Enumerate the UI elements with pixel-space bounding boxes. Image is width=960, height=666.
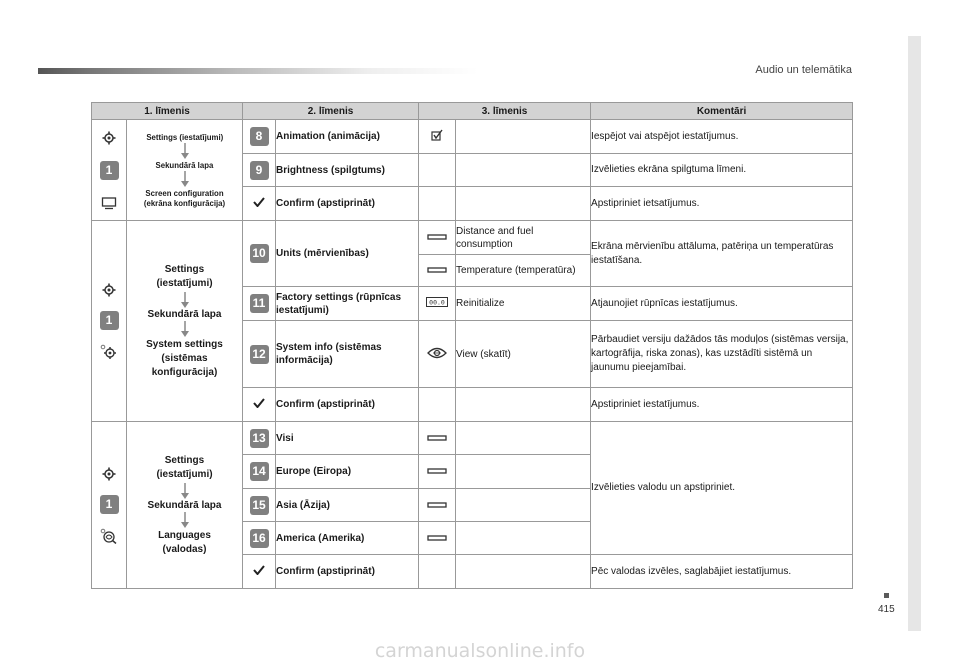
level1-navigation [127, 221, 243, 422]
column-header: Komentāri [591, 103, 853, 120]
level3-option: View (skatīt) [456, 321, 591, 388]
level3-option [456, 120, 591, 154]
level3-option [456, 187, 591, 221]
comment-cell: Pēc valodas izvēles, saglabājiet iestatījumus. [591, 555, 853, 589]
level1-icons [92, 120, 127, 221]
level3-icon-cell [419, 422, 456, 455]
step-number-cell [243, 287, 276, 321]
level3-icon-cell [419, 489, 456, 522]
comment-cell: Apstipriniet ietsatījumus. [591, 187, 853, 221]
column-header: 1. līmenis [92, 103, 243, 120]
list-option-icon [427, 435, 447, 441]
list-option-icon [427, 234, 447, 240]
header-gradient-bar [38, 68, 478, 74]
level3-option [456, 455, 591, 489]
menu-settings-label: Settings (iestatījumi) [156, 454, 213, 480]
option-name: Asia (Āzija) [276, 489, 419, 522]
table-row [92, 221, 853, 255]
comment-cell: Atjaunojiet rūpnīcas iestatījumus. [591, 287, 853, 321]
table-header-row [92, 103, 853, 120]
level1-icons [92, 221, 127, 422]
table-row [92, 422, 853, 455]
language-icon [100, 528, 118, 544]
svg-text:00.0: 00.0 [429, 298, 445, 307]
option-name: Confirm (apstiprināt) [276, 555, 419, 589]
option-name: Units (mērvienības) [276, 221, 419, 287]
step-number-cell [243, 455, 276, 489]
column-header: 2. līmenis [243, 103, 419, 120]
step-number-cell [243, 120, 276, 154]
step-badge: 1 [100, 161, 119, 180]
system-settings-icon [100, 344, 118, 360]
level3-option [456, 555, 591, 589]
option-name: Europe (Eiropa) [276, 455, 419, 489]
step-number-cell [243, 422, 276, 455]
reset-icon [426, 297, 448, 307]
arrow-down-icon [181, 292, 189, 308]
list-option-icon [427, 535, 447, 541]
list-option-icon [427, 502, 447, 508]
check-cell [243, 187, 276, 221]
step-badge: 10 [250, 244, 269, 263]
arrow-down-icon [181, 483, 189, 499]
level3-option: Distance and fuel consumption [456, 221, 591, 255]
gear-icon [102, 131, 116, 145]
menu-system-settings-label: System settings (sistēmas konfigurācija) [146, 338, 223, 378]
level3-option [456, 422, 591, 455]
step-badge: 8 [250, 127, 269, 146]
step-badge: 1 [100, 495, 119, 514]
menu-secondary-label: Sekundārā lapa [155, 160, 214, 170]
screen-icon [101, 196, 117, 210]
comment-cell: Apstipriniet iestatījumus. [591, 388, 853, 422]
option-name: Confirm (apstiprināt) [276, 388, 419, 422]
step-badge: 11 [250, 294, 269, 313]
step-number-cell [243, 321, 276, 388]
page-marker [884, 593, 889, 598]
step-badge: 15 [250, 496, 269, 515]
menu-screen-config-label: Screen configuration (ekrāna konfigurācija) [143, 188, 226, 208]
step-badge: 14 [250, 462, 269, 481]
level3-icon-cell [419, 388, 456, 422]
list-option-icon [427, 267, 447, 273]
level3-icon-cell [419, 455, 456, 489]
step-number-cell [243, 154, 276, 187]
option-name: Visi [276, 422, 419, 455]
arrow-down-icon [181, 171, 189, 187]
step-number-cell [243, 522, 276, 555]
step-badge: 1 [100, 311, 119, 330]
menu-settings-label: Settings (iestatījumi) [156, 263, 213, 289]
table-row [92, 120, 853, 154]
menu-secondary-label: Sekundārā lapa [147, 308, 222, 320]
watermark: carmanualsonline.info [374, 640, 586, 662]
comment-cell: Izvēlieties valodu un apstipriniet. [591, 422, 853, 555]
check-cell [243, 555, 276, 589]
page-edge-band [908, 36, 921, 631]
arrow-down-icon [181, 512, 189, 528]
arrow-down-icon [181, 143, 189, 159]
gear-icon [102, 467, 116, 481]
step-badge: 9 [250, 161, 269, 180]
level3-option: Temperature (temperatūra) [456, 255, 591, 287]
level3-option [456, 154, 591, 187]
option-name: System info (sistēmas informācija) [276, 321, 419, 388]
check-icon [253, 565, 265, 575]
menu-secondary-label: Sekundārā lapa [147, 499, 222, 511]
gear-icon [102, 283, 116, 297]
level3-icon-cell [419, 187, 456, 221]
section-title: Audio un telemātika [755, 64, 852, 76]
comment-cell: Ekrāna mērvienību attāluma, patēriņa un temperatūras iestatīšana. [591, 221, 853, 287]
settings-table [91, 102, 853, 589]
level3-option [456, 522, 591, 555]
step-badge: 16 [250, 529, 269, 548]
level3-icon-cell [419, 287, 456, 321]
level1-navigation [127, 120, 243, 221]
step-badge: 13 [250, 429, 269, 448]
menu-languages-label: Languages (valodas) [158, 529, 211, 555]
check-icon [253, 398, 265, 408]
checkbox-icon [431, 129, 443, 141]
option-name: Animation (animācija) [276, 120, 419, 154]
level1-navigation [127, 422, 243, 589]
level3-icon-cell [419, 221, 456, 255]
list-option-icon [427, 468, 447, 474]
option-name: Confirm (apstiprināt) [276, 187, 419, 221]
level3-icon-cell [419, 555, 456, 589]
level3-option: Reinitialize [456, 287, 591, 321]
page-number: 415 [878, 604, 895, 615]
level3-icon-cell [419, 255, 456, 287]
level3-option [456, 489, 591, 522]
arrow-down-icon [181, 321, 189, 337]
menu-settings-label: Settings (iestatījumi) [146, 132, 223, 142]
step-number-cell [243, 489, 276, 522]
check-cell [243, 388, 276, 422]
comment-cell: Pārbaudiet versiju dažādos tās moduļos (sistēmas versija, kartogrāfija, riska zonas), kas uzstādīti sistēmā un jaunumu pieejamībai. [591, 321, 853, 388]
column-header: 3. līmenis [419, 103, 591, 120]
option-name: Brightness (spilgtums) [276, 154, 419, 187]
comment-cell: Iespējot vai atspējot iestatījumus. [591, 120, 853, 154]
level1-icons [92, 422, 127, 589]
level3-icon-cell [419, 522, 456, 555]
option-name: Factory settings (rūpnīcas iestatījumi) [276, 287, 419, 321]
level3-icon-cell [419, 154, 456, 187]
check-icon [253, 197, 265, 207]
step-number-cell [243, 221, 276, 287]
level3-icon-cell [419, 120, 456, 154]
level3-option [456, 388, 591, 422]
option-name: America (Amerika) [276, 522, 419, 555]
comment-cell: Izvēlieties ekrāna spilgtuma līmeni. [591, 154, 853, 187]
level3-icon-cell [419, 321, 456, 388]
step-badge: 12 [250, 345, 269, 364]
eye-icon [427, 347, 447, 359]
